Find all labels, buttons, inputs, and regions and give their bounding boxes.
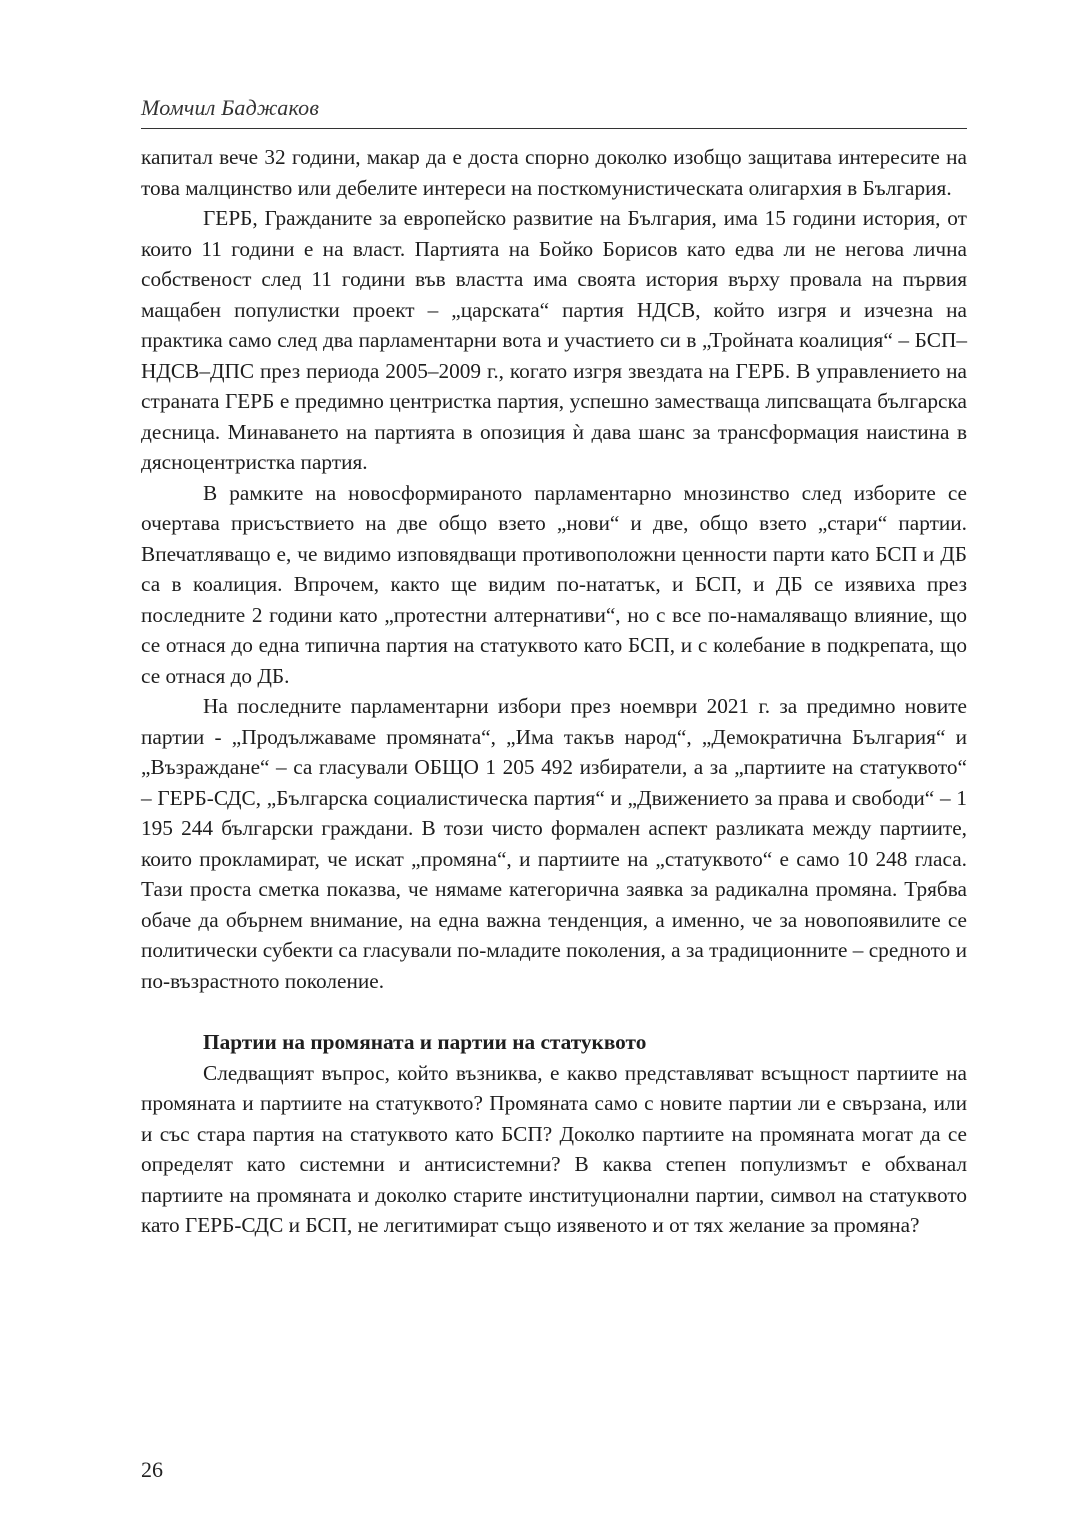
page-number: 26 bbox=[141, 1457, 163, 1482]
running-head bbox=[141, 94, 967, 129]
paragraph-section: Следващият въпрос, който възниква, е какво представляват всъщност партиите на промяната и партиите на статуквото? Промяната само с новите партии ли е свързана, или и със стара партия на статуквото като БСП? Доколко партиите на промяната могат да се определят като системни и антисистемни? В каква степен популизмът е обхванал партиите на промяната и доколко старите институционални партии, символ на статуквото като ГЕРБ-СДС и БСП, не легитимират също изявеното и от тях желание за промяна? bbox=[141, 1060, 967, 1237]
paragraph-elections: На последните парламентарни избори през ноември 2021 г. за предимно новите партии - „Продължаваме промяната“, „Има такъв народ“, „Демократична България“ и „Възраждане“ – са гласували ОБЩО 1 205 492 избиратели, а за „партиите на статуквото“ – ГЕРБ-СДС, „Българска социалистическа партия“ и „Движението за права и свободи“ – 1 195 244 български граждани. В този чисто формален аспект разликата между партиите, които прокламират, че искат „промяна“, и партиите на „статуквото“ е само 10 248 гласа. Тази проста сметка показва, че нямаме категорична заявка за радикална промяна. Трябва обаче да обърнем внимание, на една важна тенденция, а именно, че за новопоявилите се политически субекти са гласували по-младите поколения, а за традиционните – средното и по-възрастното поколение. bbox=[141, 694, 967, 993]
body-text bbox=[141, 142, 967, 1241]
paragraph-continued: капитал вече 32 години, макар да е доста спорно доколко изобщо защитава интересите на това малцинство или дебелите интереси на посткомунистическата олигархия в България. bbox=[141, 145, 967, 200]
paragraph-majority: В рамките на новосформираното парламентарно мнозинство след изборите се очертава присъствието на две общо взето „нови“ и две, общо взето „стари“ партии. Впечатляващо е, че видимо изповядващи противоположни ценности парти като БСП и ДБ са в коалиция. Впрочем, както ще видим по-нататък, и БСП, и ДБ се изявиха през последните 2 години като „протестни алтернативи“, но с все по-намаляващо влияние, що се отнася до една типична партия на статуквото като БСП, и с колебание в подкрепата, що се отнася до ДБ. bbox=[141, 480, 967, 688]
section-heading: Партии на промяната и партии на статуквото bbox=[203, 1030, 647, 1054]
paragraph-gerb: ГЕРБ, Гражданите за европейско развитие на България, има 15 години история, от които 11 години е на власт. Партията на Бойко Борисов като едва ли не негова лична собственост след 11 години във властта има своята история върху провала на първия мащабен популистки проект – „царската“ партия НДСВ, който изгря и изчезна на практика само след два парламентарни вота и участието си в „Тройната коалиция“ – БСП–НДСВ–ДПС през периода 2005–2009 г., когато изгря звездата на ГЕРБ. В управлението на страната ГЕРБ е предимно центристка партия, успешно заместваща липсващата българска десница. Минаването на партията в опозиция ѝ дава шанс за трансформация наистина в дясноцентристка партия. bbox=[141, 206, 967, 474]
running-head-author: Момчил Баджаков bbox=[141, 95, 320, 120]
